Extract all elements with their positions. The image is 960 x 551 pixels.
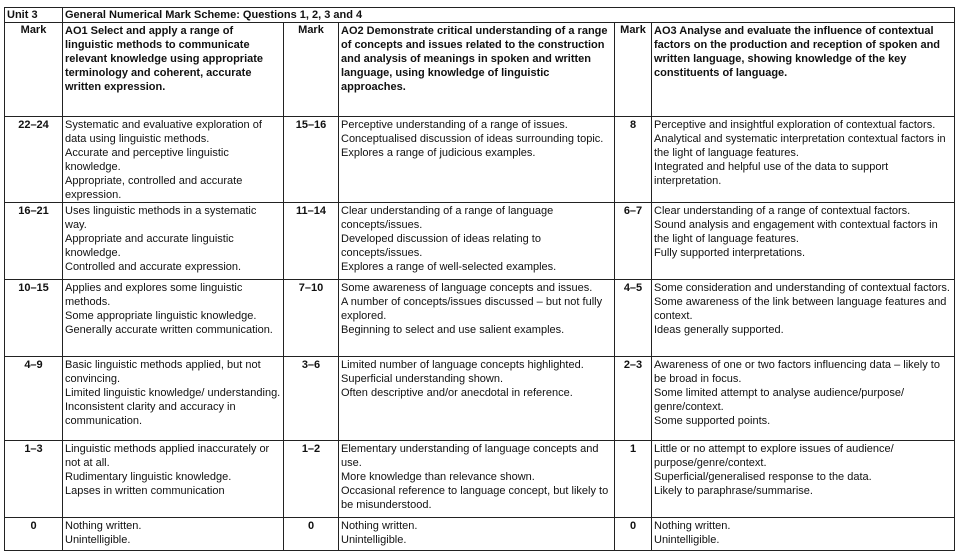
- mark-scheme-table: [4, 7, 955, 551]
- ao2-descriptor: Conceptualised discussion of ideas surrounding topic.: [341, 133, 604, 145]
- ao3-mark-range: 2–3: [615, 357, 652, 441]
- band-row: [5, 441, 955, 518]
- ao1-descriptor: Linguistic methods applied inaccurately or not at all.: [65, 443, 270, 469]
- ao3-header: AO3 Analyse and evaluate the influence of contextual factors on the production and reception of spoken and written language, showing knowledge of the key constituents of language.: [652, 23, 955, 117]
- ao2-descriptor: Superficial understanding shown.: [341, 373, 504, 385]
- ao1-descriptor: Basic linguistic methods applied, but not convincing.: [65, 359, 261, 385]
- ao3-descriptor-cell: [652, 280, 955, 357]
- ao2-descriptor-cell: [339, 357, 615, 441]
- ao3-descriptor: Some limited attempt to analyse audience/purpose/ genre/context.: [654, 387, 905, 413]
- mark-header-ao1: Mark: [5, 23, 63, 117]
- ao2-descriptor: Elementary understanding of language concepts and use.: [341, 443, 599, 469]
- ao3-descriptor-cell: [652, 518, 955, 551]
- ao1-descriptor-cell: [63, 441, 284, 518]
- ao3-descriptor: Sound analysis and engagement with contextual factors in the light of language features.: [654, 219, 938, 245]
- ao2-descriptor: Explores a range of well-selected examples.: [341, 261, 557, 273]
- ao2-mark-range: 15–16: [284, 117, 339, 203]
- ao2-descriptor-cell: [339, 441, 615, 518]
- ao2-mark-range: 7–10: [284, 280, 339, 357]
- ao2-descriptor: Explores a range of judicious examples.: [341, 147, 536, 159]
- ao3-descriptor: Little or no attempt to explore issues of audience/ purpose/genre/context.: [654, 443, 894, 469]
- ao1-descriptor: Controlled and accurate expression.: [65, 261, 242, 273]
- ao2-descriptor-cell: [339, 203, 615, 280]
- ao1-descriptor: Generally accurate written communication.: [65, 324, 273, 336]
- ao1-descriptor: Appropriate, controlled and accurate expression.: [65, 175, 243, 201]
- ao3-mark-range: 8: [615, 117, 652, 203]
- ao1-descriptor: Inconsistent clarity and accuracy in communication.: [65, 401, 236, 427]
- header-row: [5, 23, 955, 117]
- ao1-mark-range: 16–21: [5, 203, 63, 280]
- ao1-descriptor: Systematic and evaluative exploration of data using linguistic methods.: [65, 119, 262, 145]
- ao2-descriptor: Nothing written.: [341, 520, 418, 532]
- band-row: [5, 280, 955, 357]
- ao1-descriptor-cell: [63, 518, 284, 551]
- ao1-descriptor: Some appropriate linguistic knowledge.: [65, 310, 257, 322]
- ao3-mark-range: 0: [615, 518, 652, 551]
- ao1-mark-range: 22–24: [5, 117, 63, 203]
- ao3-mark-range: 1: [615, 441, 652, 518]
- ao2-mark-range: 11–14: [284, 203, 339, 280]
- ao2-descriptor: Beginning to select and use salient examples.: [341, 324, 565, 336]
- ao2-descriptor-cell: [339, 280, 615, 357]
- ao3-mark-range: 4–5: [615, 280, 652, 357]
- ao3-descriptor-cell: [652, 357, 955, 441]
- ao2-mark-range: 0: [284, 518, 339, 551]
- ao2-descriptor-cell: [339, 117, 615, 203]
- ao1-mark-range: 4–9: [5, 357, 63, 441]
- ao1-mark-range: 1–3: [5, 441, 63, 518]
- ao2-descriptor: Some awareness of language concepts and issues.: [341, 282, 593, 294]
- mark-header-ao3: Mark: [615, 23, 652, 117]
- ao3-descriptor: Likely to paraphrase/summarise.: [654, 485, 813, 497]
- ao3-mark-range: 6–7: [615, 203, 652, 280]
- ao1-descriptor-cell: [63, 203, 284, 280]
- ao3-descriptor: Nothing written.: [654, 520, 731, 532]
- ao1-descriptor: Accurate and perceptive linguistic knowledge.: [65, 147, 229, 173]
- ao3-descriptor: Superficial/generalised response to the data.: [654, 471, 872, 483]
- ao3-descriptor: Some consideration and understanding of contextual factors.: [654, 282, 950, 294]
- ao3-descriptor: Some awareness of the link between language features and context.: [654, 296, 947, 322]
- ao1-descriptor-cell: [63, 357, 284, 441]
- ao2-descriptor: More knowledge than relevance shown.: [341, 471, 535, 483]
- band-row: [5, 203, 955, 280]
- ao2-descriptor: Often descriptive and/or anecdotal in reference.: [341, 387, 573, 399]
- ao2-mark-range: 1–2: [284, 441, 339, 518]
- ao1-header: AO1 Select and apply a range of linguistic methods to communicate relevant knowledge using appropriate terminology and coherent, accurate written expression.: [63, 23, 284, 117]
- unit-label: Unit 3: [5, 8, 63, 23]
- ao3-descriptor-cell: [652, 203, 955, 280]
- band-row: [5, 518, 955, 551]
- ao1-descriptor: Nothing written.: [65, 520, 142, 532]
- mark-header-ao2: Mark: [284, 23, 339, 117]
- ao2-descriptor: Clear understanding of a range of language concepts/issues.: [341, 205, 554, 231]
- ao1-descriptor: Uses linguistic methods in a systematic way.: [65, 205, 257, 231]
- ao3-descriptor: Clear understanding of a range of contextual factors.: [654, 205, 911, 217]
- ao2-header: AO2 Demonstrate critical understanding of a range of concepts and issues related to the construction and analysis of meanings in spoken and written language, using knowledge of linguistic approaches.: [339, 23, 615, 117]
- ao2-mark-range: 3–6: [284, 357, 339, 441]
- ao1-descriptor: Unintelligible.: [65, 534, 131, 546]
- ao2-descriptor: Occasional reference to language concept, but likely to be misunderstood.: [341, 485, 609, 511]
- ao2-descriptor-cell: [339, 518, 615, 551]
- ao3-descriptor: Awareness of one or two factors influencing data – likely to be broad in focus.: [654, 359, 940, 385]
- ao1-descriptor: Lapses in written communication: [65, 485, 225, 497]
- ao3-descriptor: Analytical and systematic interpretation contextual factors in the light of language features.: [654, 133, 946, 159]
- band-row: [5, 357, 955, 441]
- ao1-descriptor: Rudimentary linguistic knowledge.: [65, 471, 232, 483]
- ao1-descriptor-cell: [63, 117, 284, 203]
- ao1-descriptor-cell: [63, 280, 284, 357]
- ao3-descriptor: Some supported points.: [654, 415, 771, 427]
- band-row: [5, 117, 955, 203]
- ao2-descriptor: A number of concepts/issues discussed – but not fully explored.: [341, 296, 603, 322]
- ao3-descriptor: Integrated and helpful use of the data to support interpretation.: [654, 161, 889, 187]
- title-row: [5, 8, 955, 23]
- ao2-descriptor: Perceptive understanding of a range of issues.: [341, 119, 568, 131]
- ao3-descriptor-cell: [652, 441, 955, 518]
- ao1-mark-range: 0: [5, 518, 63, 551]
- ao1-descriptor: Limited linguistic knowledge/ understanding.: [65, 387, 281, 399]
- ao3-descriptor: Unintelligible.: [654, 534, 720, 546]
- ao1-descriptor: Applies and explores some linguistic methods.: [65, 282, 243, 308]
- ao3-descriptor: Perceptive and insightful exploration of contextual factors.: [654, 119, 936, 131]
- ao1-mark-range: 10–15: [5, 280, 63, 357]
- ao2-descriptor: Developed discussion of ideas relating to concepts/issues.: [341, 233, 541, 259]
- ao3-descriptor: Ideas generally supported.: [654, 324, 784, 336]
- ao3-descriptor: Fully supported interpretations.: [654, 247, 806, 259]
- ao2-descriptor: Unintelligible.: [341, 534, 407, 546]
- mark-scheme-title: General Numerical Mark Scheme: Questions 1, 2, 3 and 4: [63, 8, 955, 23]
- ao2-descriptor: Limited number of language concepts highlighted.: [341, 359, 584, 371]
- ao3-descriptor-cell: [652, 117, 955, 203]
- ao1-descriptor: Appropriate and accurate linguistic knowledge.: [65, 233, 234, 259]
